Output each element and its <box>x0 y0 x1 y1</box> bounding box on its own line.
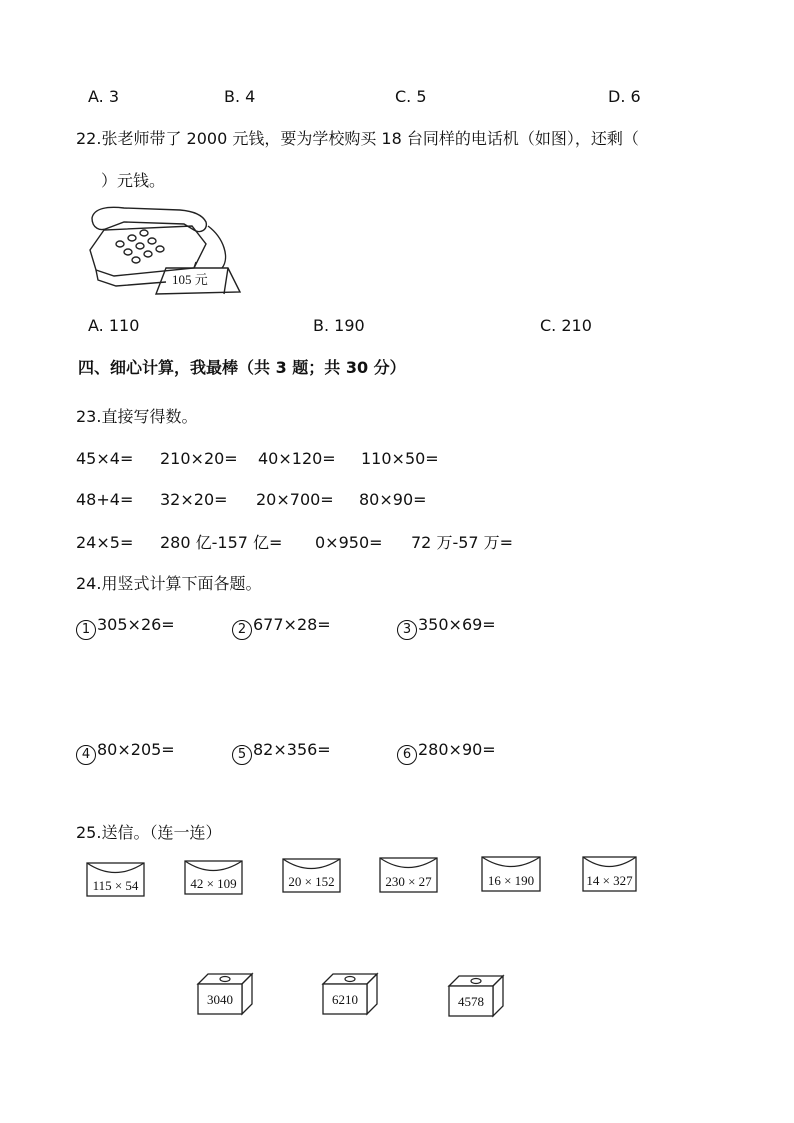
q23-expr: 48+4= <box>76 490 134 509</box>
q23-title: 23.直接写得数。 <box>76 407 198 426</box>
envelope-4[interactable] <box>379 857 439 894</box>
q24-item-5 <box>232 742 331 765</box>
q23-expr: 20×700= <box>256 490 334 509</box>
circled-number: 1 <box>76 620 96 640</box>
q23-expr: 0×950= <box>315 533 383 552</box>
q24-item-4 <box>76 742 175 765</box>
q23-expr: 45×4= <box>76 449 134 468</box>
q24-expr: 677×28= <box>253 615 331 634</box>
envelope-label: 16 × 190 <box>487 873 535 888</box>
price-tag-label: 105 元 <box>172 272 208 287</box>
q22-option-b: B. 190 <box>313 316 365 335</box>
q22-option-a: A. 110 <box>88 316 140 335</box>
q24-expr: 82×356= <box>253 740 331 759</box>
q24-title: 24.用竖式计算下面各题。 <box>76 574 262 593</box>
q21-option-a: A. 3 <box>88 87 120 106</box>
envelope-label: 230 × 27 <box>385 874 432 889</box>
q23-expr: 110×50= <box>361 449 439 468</box>
q22-option-c: C. 210 <box>540 316 592 335</box>
q23-expr: 210×20= <box>160 449 238 468</box>
circled-number: 6 <box>397 745 417 765</box>
q24-item-1 <box>76 617 175 640</box>
mailbox-label: 4578 <box>458 994 484 1009</box>
q24-expr: 350×69= <box>418 615 496 634</box>
circled-number: 2 <box>232 620 252 640</box>
q23-expr: 32×20= <box>160 490 228 509</box>
mailbox-1[interactable] <box>196 972 254 1016</box>
q23-expr: 280 亿-157 亿= <box>160 533 283 552</box>
circled-number: 3 <box>397 620 417 640</box>
q23-expr: 40×120= <box>258 449 336 468</box>
telephone-illustration <box>84 204 244 298</box>
mailbox-2[interactable] <box>321 972 379 1016</box>
q24-expr: 305×26= <box>97 615 175 634</box>
mailbox-3[interactable] <box>447 974 505 1018</box>
q23-expr: 80×90= <box>359 490 427 509</box>
q21-option-d: D. 6 <box>608 87 641 106</box>
envelope-6[interactable] <box>582 856 638 893</box>
q25-title: 25.送信。（连一连） <box>76 823 222 842</box>
q24-item-3 <box>397 617 496 640</box>
q24-expr: 280×90= <box>418 740 496 759</box>
q24-expr: 80×205= <box>97 740 175 759</box>
circled-number: 5 <box>232 745 252 765</box>
circled-number: 4 <box>76 745 96 765</box>
q22-text-line1: 22.张老师带了 2000 元钱，要为学校购买 18 台同样的电话机（如图），还剩（ <box>76 129 639 148</box>
q23-expr: 24×5= <box>76 533 134 552</box>
q21-option-c: C. 5 <box>395 87 427 106</box>
q22-text-line2: ）元钱。 <box>101 171 166 190</box>
envelope-label: 42 × 109 <box>190 876 237 891</box>
q24-item-6 <box>397 742 496 765</box>
mailbox-label: 6210 <box>332 992 358 1007</box>
q21-option-b: B. 4 <box>224 87 256 106</box>
envelope-5[interactable] <box>481 856 542 893</box>
section-4-heading: 四、细心计算，我最棒（共 3 题；共 30 分） <box>78 358 406 377</box>
q23-expr: 72 万-57 万= <box>411 533 514 552</box>
envelope-label: 115 × 54 <box>92 878 139 893</box>
mailbox-label: 3040 <box>207 992 233 1007</box>
envelope-3[interactable] <box>282 858 342 894</box>
envelope-label: 20 × 152 <box>288 874 335 889</box>
envelope-1[interactable] <box>86 862 146 898</box>
q24-item-2 <box>232 617 331 640</box>
envelope-label: 14 × 327 <box>586 873 633 888</box>
envelope-2[interactable] <box>184 860 244 896</box>
